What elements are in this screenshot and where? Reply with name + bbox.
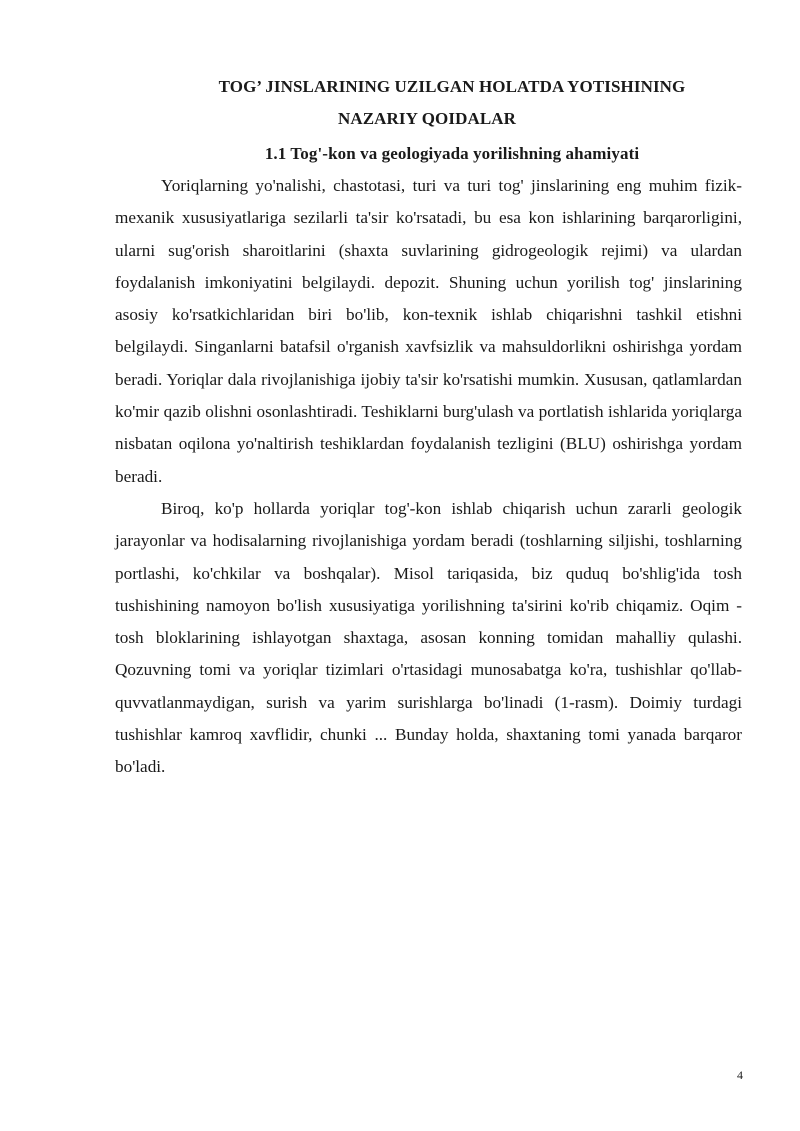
paragraph-1: Yoriqlarning yo'nalishi, chastotasi, turi va turi tog' jinslarining eng muhim fizik-mexanik xususiyatlariga sezilarli ta'sir ko'rsatadi, bu esa kon ishlarining barqarorligini, ularni sug'orish sharoitlarini (shaxta suvlarining gidrogeologik rejimi) va ulardan foydalanish imkoniyatini belgilaydi. depozit. Shuning uchun yorilish tog' jinslarining asosiy ko'rsatkichlaridan biri bo'lib, kon-texnik ishlab chiqarishni tashkil etishni belgilaydi. Singanlarni batafsil o'rganish xavfsizlik va mahsuldorlikni oshirishga yordam beradi. Yoriqlar dala rivojlanishiga ijobiy ta'sir ko'rsatishi mumkin. Xususan, qatlamlardan ko'mir qazib olishni osonlashtiradi. Teshiklarni burg'ulash va portlatish ishlarida yoriqlarga nisbatan oqilona yo'naltirish teshiklardan foydalanish tezligini (BLU) oshirishga yordam beradi.	[115, 176, 742, 486]
document-title-line-1: TOG’ JINSLARINING UZILGAN HOLATDA YOTISHINING	[218, 77, 686, 96]
section-heading: 1.1 Tog'-kon va geologiyada yorilishning ahamiyati	[264, 144, 640, 163]
page-number: 4	[737, 1068, 743, 1082]
body-text	[115, 170, 742, 784]
paragraph-2: Biroq, ko'p hollarda yoriqlar tog'-kon ishlab chiqarish uchun zararli geologik jarayonlar va hodisalarning rivojlanishiga yordam beradi (toshlarning siljishi, toshlarning portlashi, ko'chkilar va boshqalar). Misol tariqasida, biz quduq bo'shlig'ida tosh tushishining namoyon bo'lish xususiyatiga yorilishning ta'sirini ko'rib chiqamiz. Oqim - tosh bloklarining ishlayotgan shaxtaga, asosan konning tomidan mahalliy qulashi. Qozuvning tomi va yoriqlar tizimlari o'rtasidagi munosabatga ko'ra, tushishlar qo'llab-quvvatlanmaydigan, surish va yarim surishlarga bo'linadi (1-rasm). Doimiy turdagi tushishlar kamroq xavflidir, chunki ... Bunday holda, shaxtaning tomi yanada barqaror bo'ladi.	[115, 498, 742, 777]
document-title-line-2: NAZARIY QOIDALAR	[337, 109, 517, 128]
